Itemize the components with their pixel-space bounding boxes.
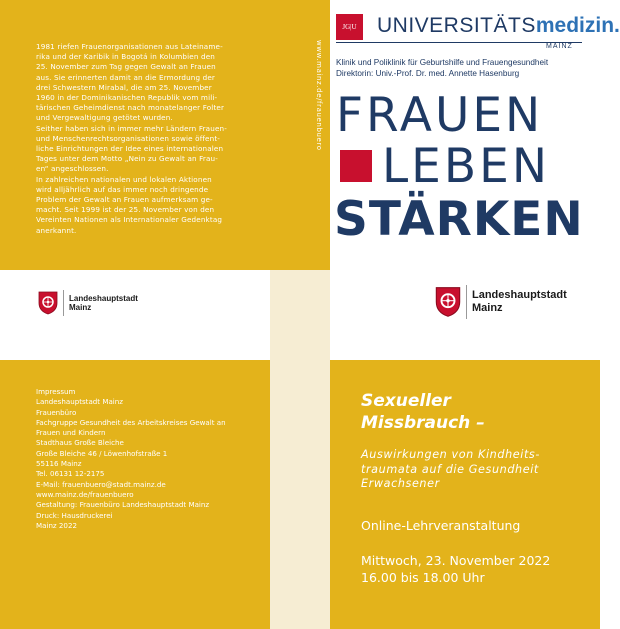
event-title-line2: Missbrauch –: [361, 413, 485, 433]
intro-line: aus. Sie erinnerten damit an die Ermordung der: [36, 72, 216, 82]
impressum-line: Große Bleiche 46 / Löwenhofstraße 1: [36, 448, 168, 458]
event-subtitle: [361, 448, 581, 492]
mainz-logo-right: [435, 285, 567, 319]
event-sub-line2: traumata auf die Gesundheit: [361, 462, 539, 476]
impressum-line: Druck: Hausdruckerei: [36, 510, 113, 520]
red-square-icon: [340, 150, 372, 182]
logo-line2: Mainz: [472, 302, 503, 314]
impressum-line: Frauenbüro: [36, 407, 77, 417]
uni-part2: medizin.: [535, 14, 620, 37]
title-staerken: STÄRKEN: [334, 192, 584, 247]
impressum-line: Gestaltung: Frauenbüro Landeshauptstadt Mainz: [36, 500, 210, 510]
intro-line: macht. Seit 1999 ist der 25. November von den: [36, 205, 215, 215]
event-title-line1: Sexueller: [361, 391, 451, 411]
clinic-line1: Klinik und Poliklinik für Geburtshilfe und Frauengesundheit: [336, 58, 549, 67]
impressum-line: Frauen und Kindern: [36, 428, 106, 438]
unimedizin-logo: [377, 14, 620, 38]
logo-text: [69, 294, 138, 312]
impressum-block: [36, 387, 251, 531]
mainz-logo-left: [38, 290, 138, 316]
mainz-coat-of-arms-icon: [38, 291, 58, 315]
event-sub-line3: Erwachsener: [361, 477, 440, 490]
mainz-coat-of-arms-icon: [435, 286, 461, 318]
event-format: Online-Lehrveranstaltung: [361, 518, 521, 533]
impressum-line: Stadthaus Große Bleiche: [36, 438, 124, 448]
intro-line: en“ angeschlossen.: [36, 164, 109, 174]
intro-line: 1960 in der Dominikanischen Republik vom mili-: [36, 93, 218, 103]
intro-line: 25. November zum Tag gegen Gewalt an Frauen: [36, 62, 216, 72]
impressum-line: Tel. 06131 12-2175: [36, 469, 105, 479]
intro-line: liche Einrichtungen der Idee eines internationalen: [36, 144, 224, 154]
intro-line: Problem der Gewalt an Frauen aufmerksam ge-: [36, 195, 213, 205]
impressum-line: Landeshauptstadt Mainz: [36, 397, 124, 407]
impressum-line: Mainz 2022: [36, 520, 77, 530]
intro-line: drei Schwestern Mirabal, die am 25. November: [36, 82, 212, 92]
intro-line: und Vergewaltigung getötet wurden.: [36, 113, 173, 123]
logo-divider: [63, 290, 64, 316]
panel-mid-center: [270, 270, 330, 360]
impressum-line: www.mainz.de/frauenbuero: [36, 489, 134, 499]
intro-line: anerkannt.: [36, 225, 77, 235]
logo-line2: Mainz: [69, 303, 92, 312]
intro-line: und Menschenrechtsorganisationen sowie öffent-: [36, 133, 221, 143]
intro-text-block: [36, 42, 242, 236]
title-leben: LEBEN: [382, 139, 550, 194]
logo-line1: Landeshauptstadt: [472, 289, 567, 302]
jgu-logo: JG|U: [336, 14, 363, 40]
uni-part1: UNIVERSITÄTS: [377, 14, 536, 37]
impressum-line: 55116 Mainz: [36, 459, 82, 469]
intro-line: wird alljährlich auf das immer noch dringende: [36, 184, 209, 194]
intro-line: 1981 riefen Frauenorganisationen aus Lateiname-: [36, 42, 223, 51]
impressum-line: E-Mail: frauenbuero@stadt.mainz.de: [36, 479, 166, 489]
intro-line: In zahlreichen nationalen und lokalen Aktionen: [36, 174, 212, 184]
impressum-line: Impressum: [36, 387, 76, 396]
intro-line: Seither haben sich in immer mehr Ländern Frauen-: [36, 123, 227, 133]
panel-spine-bottom: [270, 360, 330, 629]
vertical-url: www.mainz.de/frauenbuero: [315, 40, 323, 151]
event-date: Mittwoch, 23. November 2022: [361, 553, 551, 568]
clinic-line2: Direktorin: Univ.-Prof. Dr. med. Annette Hasenburg: [336, 69, 520, 78]
event-sub-line1: Auswirkungen von Kindheits-: [361, 448, 541, 461]
impressum-line: Fachgruppe Gesundheit des Arbeitskreises Gewalt an: [36, 417, 226, 427]
title-frauen: FRAUEN: [336, 88, 544, 143]
mainz-small-label: MAINZ: [546, 43, 573, 50]
event-datetime: [361, 552, 550, 586]
logo-text: [472, 289, 567, 314]
intro-line: Vereinten Nationen als Internationaler Gedenktag: [36, 215, 223, 225]
clinic-info: [336, 57, 548, 79]
intro-line: Tages unter dem Motto „Nein zu Gewalt an Frau-: [36, 154, 219, 164]
event-title: [361, 390, 485, 434]
logo-divider: [466, 285, 467, 319]
logo-line1: Landeshauptstadt: [69, 293, 138, 303]
event-time: 16.00 bis 18.00 Uhr: [361, 570, 485, 585]
intro-line: tärischen Geheimdienst nach monatelanger Folter: [36, 103, 225, 113]
intro-line: rika und der Karibik in Bogotá in Kolumbien den: [36, 52, 215, 62]
